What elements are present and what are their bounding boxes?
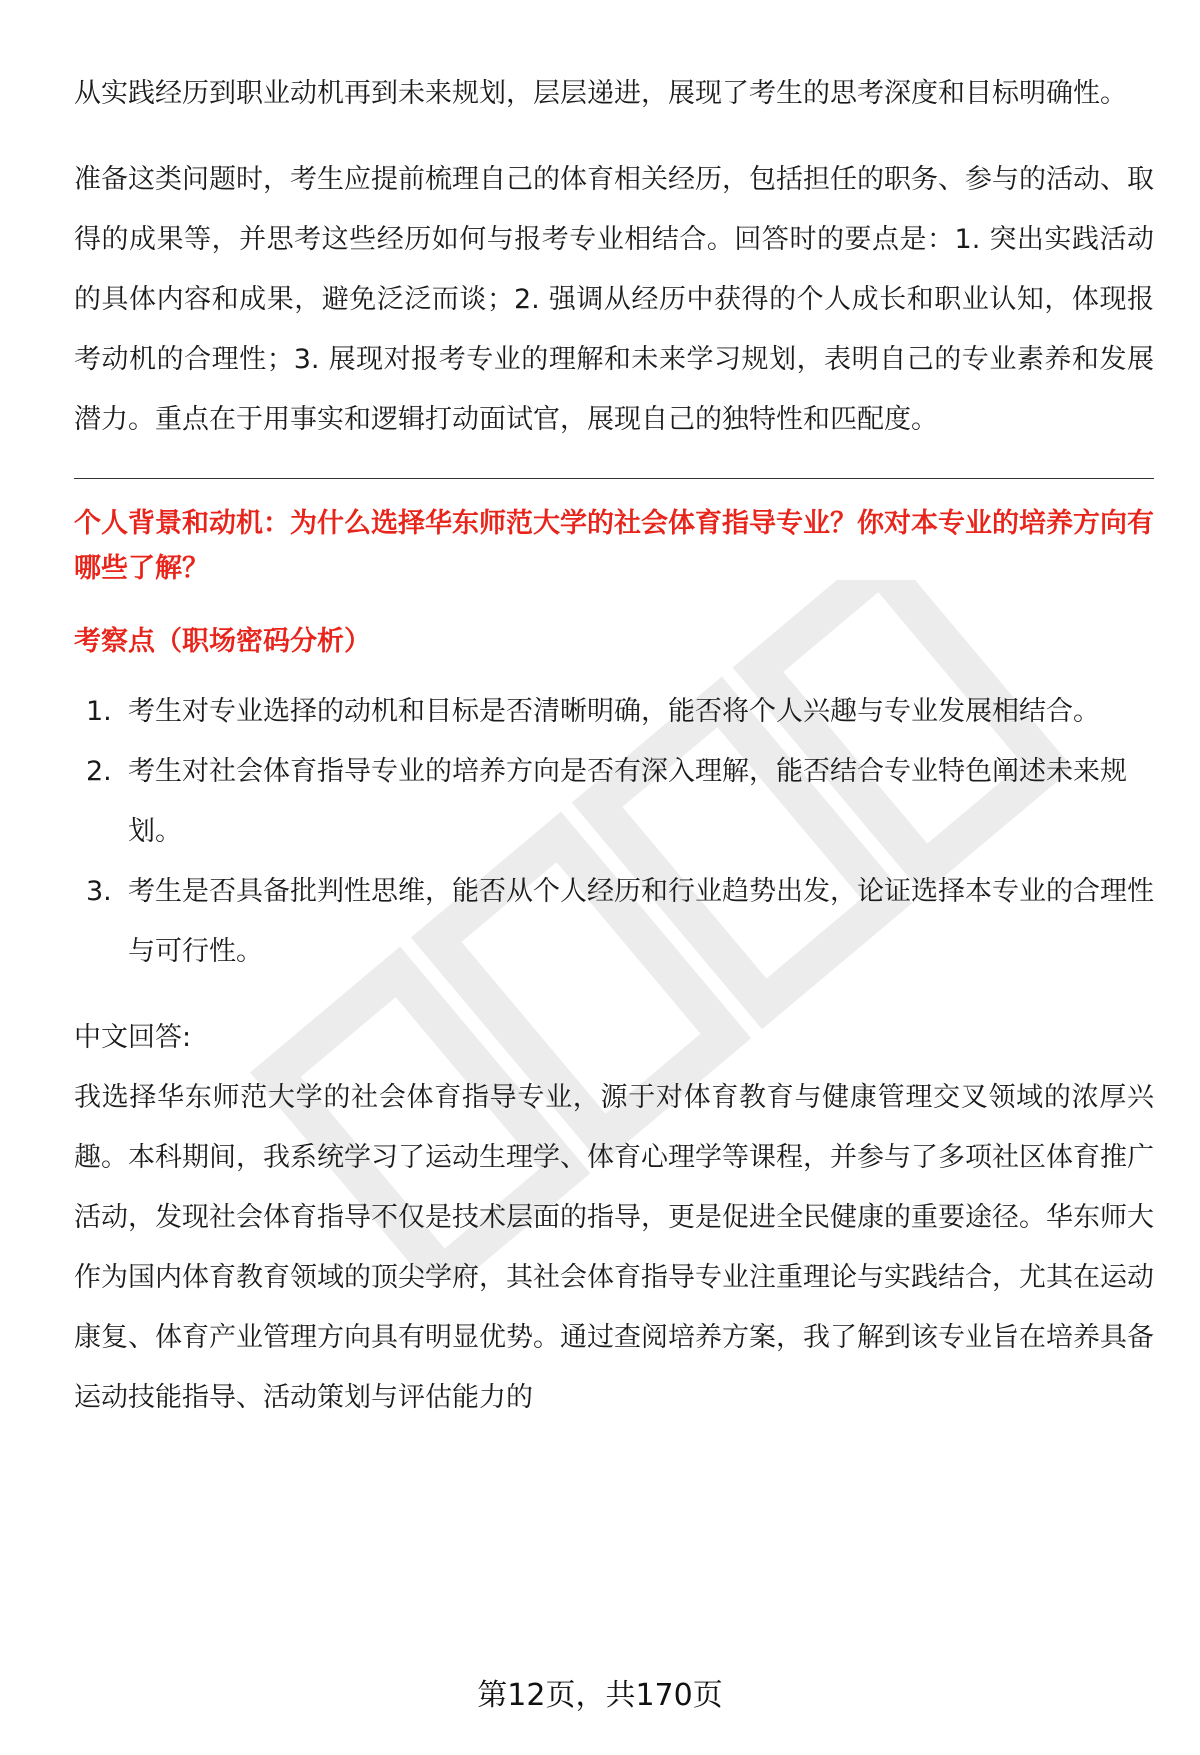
document-page — [74, 64, 1154, 1428]
intro-paragraph-2: 准备这类问题时，考生应提前梳理自己的体育相关经历，包括担任的职务、参与的活动、取得的成果等，并思考这些经历如何与报考专业相结合。回答时的要点是：1. 突出实践活动的具体内容和成果，避免泛泛而谈；2. 强调从经历中获得的个人成长和职业认知，体现报考动机的合理性；3. 展现对报考专业的理解和未来学习规划，表明自己的专业素养和发展潜力。重点在于用事实和逻辑打动面试官，展现自己的独特性和匹配度。 — [74, 164, 1154, 435]
assessment-points-list — [74, 682, 1154, 982]
list-item — [74, 682, 1154, 742]
list-number: 2. — [86, 756, 112, 787]
list-text: 考生对社会体育指导专业的培养方向是否有深入理解，能否结合专业特色阐述未来规划。 — [128, 756, 1127, 847]
points-subheading: 考察点（职场密码分析） — [74, 626, 371, 657]
answer-paragraph: 我选择华东师范大学的社会体育指导专业，源于对体育教育与健康管理交叉领域的浓厚兴趣。本科期间，我系统学习了运动生理学、体育心理学等课程，并参与了多项社区体育推广活动，发现社会体育指导不仅是技术层面的指导，更是促进全民健康的重要途径。华东师大作为国内体育教育领域的顶尖学府，其社会体育指导专业注重理论与实践结合，尤其在运动康复、体育产业管理方向具有明显优势。通过查阅培养方案，我了解到该专业旨在培养具备运动技能指导、活动策划与评估能力的 — [74, 1082, 1154, 1413]
list-text: 考生对专业选择的动机和目标是否清晰明确，能否将个人兴趣与专业发展相结合。 — [128, 696, 1100, 727]
list-item — [74, 862, 1154, 982]
list-number: 3. — [86, 876, 112, 907]
list-item — [74, 742, 1154, 862]
intro-paragraph-1: 从实践经历到职业动机再到未来规划，层层递进，展现了考生的思考深度和目标明确性。 — [74, 78, 1127, 109]
page-number: 第12页，共170页 — [477, 1678, 723, 1713]
question-heading: 个人背景和动机：为什么选择华东师范大学的社会体育指导专业？你对本专业的培养方向有哪些了解？ — [74, 508, 1154, 584]
list-text: 考生是否具备批判性思维，能否从个人经历和行业趋势出发，论证选择本专业的合理性与可行性。 — [128, 876, 1154, 967]
section-divider — [74, 478, 1154, 479]
answer-label: 中文回答: — [74, 1022, 192, 1053]
list-number: 1. — [86, 696, 112, 727]
